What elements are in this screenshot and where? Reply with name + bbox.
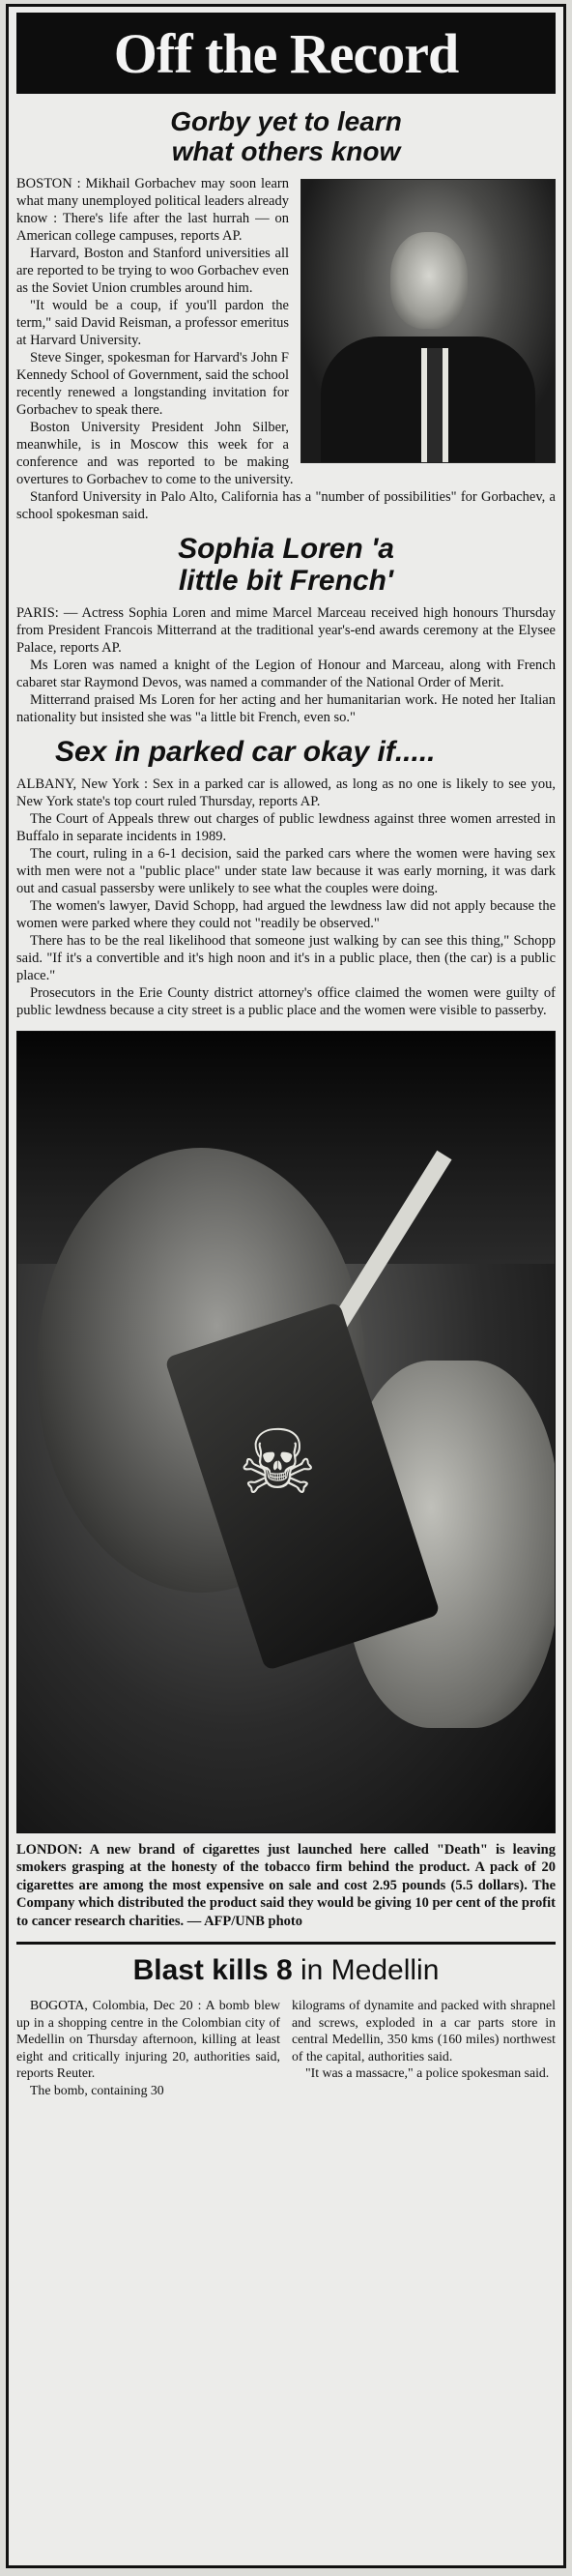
paragraph: Ms Loren was named a knight of the Legion of Honour and Marceau, along with French cabaret star Raymond Devos, was named a commander of the National Order of Merit. (16, 657, 556, 690)
paragraph: Mitterrand praised Ms Loren for her acting and her humanitarian work. He noted her Italian nationality but insisted she was "a little bit French, even so." (16, 691, 556, 725)
story4 (16, 1942, 556, 2098)
headline-rest: in Medellin (300, 1954, 440, 1987)
headline-line: Gorby yet to learn (170, 106, 402, 136)
paragraph: "It was a massacre," a police spokesman said. (305, 2065, 550, 2081)
paragraph: Boston University President John Silber, meanwhile, is in Moscow this week for a conference and was reported to be making overtures to Gorbachev to come to the university. (16, 419, 294, 487)
paragraph: There has to be the real likelihood that someone just walking by can see this thing," Schopp said. "If it's a convertible and it's high noon and it's in a public place, then (the car) is a public place." (16, 932, 556, 983)
headline-line: what others know (171, 135, 401, 166)
photo-caption (16, 1841, 556, 1931)
paragraph: "It would be a coup, if you'll pardon the term," said David Reisman, a professor emeritus at Harvard University. (16, 297, 289, 348)
column-right (292, 1997, 556, 2098)
newspaper-page (6, 4, 566, 2568)
skull-icon: ☠ (238, 1410, 318, 1514)
photo-credit: — AFP/UNB photo (186, 1913, 303, 1929)
caption-text: LONDON: A new brand of cigarettes just launched here called "Death" is leaving smokers grasping at the honesty of the tobacco firm behind the product. A pack of 20 cigarettes are among the most expensive on sale and cost 2.95 pounds (5.5 dollars). The Company which distributed the product said they would be giving 10 per cent of the profit to cancer research charities. (16, 1841, 556, 1929)
paragraph: The Court of Appeals threw out charges of public lewdness against three women arrested in Buffalo in separate incidents in 1989. (16, 810, 556, 844)
column-left (16, 1997, 280, 2098)
story4-headline (16, 1954, 556, 1987)
gorbachev-photo (300, 179, 556, 463)
paragraph: The court, ruling in a 6-1 decision, said the parked cars where the women were having sex with men were not a "public place" under state law because it was early morning, it was dark out and casual passersby were unlikely to see what the couples were doing. (16, 845, 556, 896)
headline-line: little bit French' (178, 564, 394, 597)
paragraph: BOGOTA, Colombia, Dec 20 : A bomb blew up in a shopping centre in the Colombian city of Medellin on Thursday afternoon, killing at least eight and critically injuring 20, authorities said, reports Reuter. (16, 1998, 280, 2081)
headline-line: Sophia Loren 'a (178, 532, 394, 565)
paragraph: PARIS: — Actress Sophia Loren and mime Marcel Marceau received high honours Thursday from President Francois Mitterrand at the traditional year's-end awards ceremony at the Elysee Palace, reports AP. (16, 604, 556, 656)
story1-body (16, 175, 556, 523)
paragraph: The women's lawyer, David Schopp, had argued the lewdness law did not apply because the women were parked where they could not "readily be observed." (16, 897, 556, 931)
paragraph: BOSTON : Mikhail Gorbachev may soon learn what many unemployed political leaders already know : There's life after the last hurrah — on American college campuses, reports AP. (16, 175, 289, 244)
death-cigarettes-photo (16, 1031, 556, 1833)
paragraph: Prosecutors in the Erie County district attorney's office claimed the women were guilty of public lewdness because a city street is a public place and the women were visible to passerby. (16, 984, 556, 1018)
headline-bold: Blast kills 8 (132, 1954, 293, 1987)
paragraph: Steve Singer, spokesman for Harvard's John F Kennedy School of Government, said the school recently renewed a longstanding invitation for Gorbachev to speak there. (16, 349, 289, 418)
paragraph: ALBANY, New York : Sex in a parked car is allowed, as long as no one is likely to see you, New York state's top court ruled Thursday, reports AP. (16, 776, 556, 809)
story3-headline: Sex in parked car okay if..... (55, 735, 436, 768)
paragraph: Harvard, Boston and Stanford universities all are reported to be trying to woo Gorbachev even as the Soviet Union crumbles around him. (16, 245, 289, 296)
story2-headline (16, 533, 556, 597)
story1-headline (16, 107, 556, 167)
paragraph: The bomb, containing 30 (30, 2082, 164, 2097)
masthead: Off the Record (16, 13, 556, 94)
paragraph: kilograms of dynamite and packed with shrapnel and screws, exploded in a car parts store in central Medellin, 350 kms (160 miles) northwest of the capital, authorities said. (292, 1998, 556, 2064)
paragraph: Stanford University in Palo Alto, California has a "number of possibilities" for Gorbachev, a school spokesman said. (16, 488, 556, 522)
